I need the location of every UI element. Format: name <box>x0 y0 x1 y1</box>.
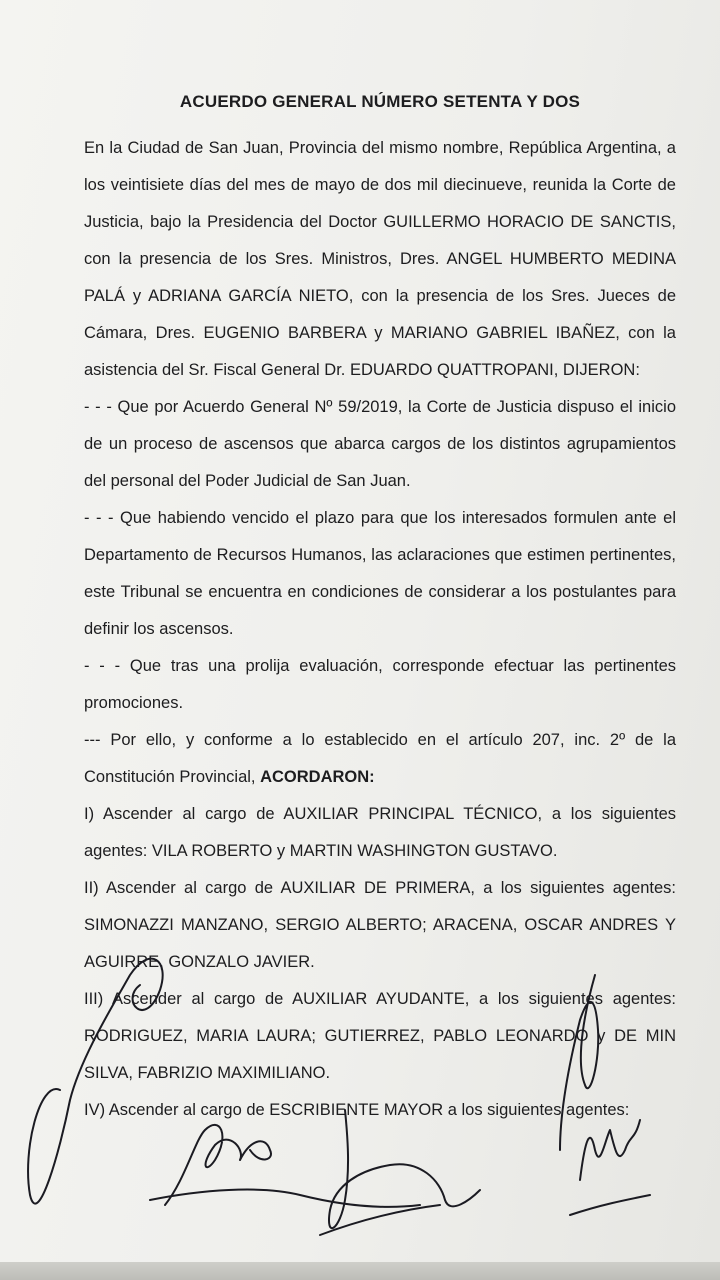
signature-initials <box>165 1125 271 1205</box>
resolution-item-4: IV) Ascender al cargo de ESCRIBIENTE MAYOR a los siguientes agentes: <box>84 1101 630 1119</box>
paragraph-considerando-2: - - - Que habiendo vencido el plazo para que los interesados formulen ante el Departamento de Recursos Humanos, las aclaraciones que estimen pertinentes, este Tribunal se encuentra en condiciones de considerar a los postulantes para definir los ascensos. <box>84 509 676 638</box>
paragraph-considerando-3: - - - Que tras una prolija evaluación, corresponde efectuar las pertinentes promociones. <box>84 657 676 712</box>
signature-right-initials <box>580 1120 640 1180</box>
paragraph-preamble: En la Ciudad de San Juan, Provincia del mismo nombre, República Argentina, a los veintisiete días del mes de mayo de dos mil diecinueve, reunida la Corte de Justicia, bajo la Presidencia del Doctor GUILLERMO HORACIO DE SANCTIS, con la presencia de los Sres. Ministros, Dres. ANGEL HUMBERTO MEDINA PALÁ y ADRIANA GARCÍA NIETO, con la presencia de los Sres. Jueces de Cámara, Dres. EUGENIO BARBERA y MARIANO GABRIEL IBAÑEZ, con la asistencia del Sr. Fiscal General Dr. EDUARDO QUATTROPANI, DIJERON: <box>84 139 676 379</box>
signature-center-tail <box>320 1205 440 1235</box>
resolution-item-3: III) Ascender al cargo de AUXILIAR AYUDANTE, a los siguientes agentes: RODRIGUEZ, MARIA LAURA; GUTIERREZ, PABLO LEONARDO y DE MIN SILVA, FABRIZIO MAXIMILIANO. <box>84 990 676 1082</box>
acordaron-label: ACORDARON: <box>260 768 375 786</box>
signature-flourish-low <box>150 1190 420 1207</box>
page-bottom-edge <box>0 1262 720 1280</box>
paragraph-por-ello <box>84 722 676 796</box>
por-ello-text: --- Por ello, y conforme a lo establecido en el artículo 207, inc. 2º de la Constitución Provincial, <box>84 731 676 786</box>
document-title: ACUERDO GENERAL NÚMERO SETENTA Y DOS <box>179 92 581 111</box>
document-body <box>84 88 676 1129</box>
resolution-item-2: II) Ascender al cargo de AUXILIAR DE PRIMERA, a los siguientes agentes: SIMONAZZI MANZANO, SERGIO ALBERTO; ARACENA, OSCAR ANDRES Y AGUIRRE, GONZALO JAVIER. <box>84 879 676 971</box>
resolution-item-1: I) Ascender al cargo de AUXILIAR PRINCIPAL TÉCNICO, a los siguientes agentes: VILA ROBERTO y MARTIN WASHINGTON GUSTAVO. <box>84 805 676 860</box>
paragraph-considerando-1: - - - Que por Acuerdo General Nº 59/2019, la Corte de Justicia dispuso el inicio de un proceso de ascensos que abarca cargos de los distintos agrupamientos del personal del Poder Judicial de San Juan. <box>84 398 676 490</box>
signature-right-base <box>570 1195 650 1215</box>
